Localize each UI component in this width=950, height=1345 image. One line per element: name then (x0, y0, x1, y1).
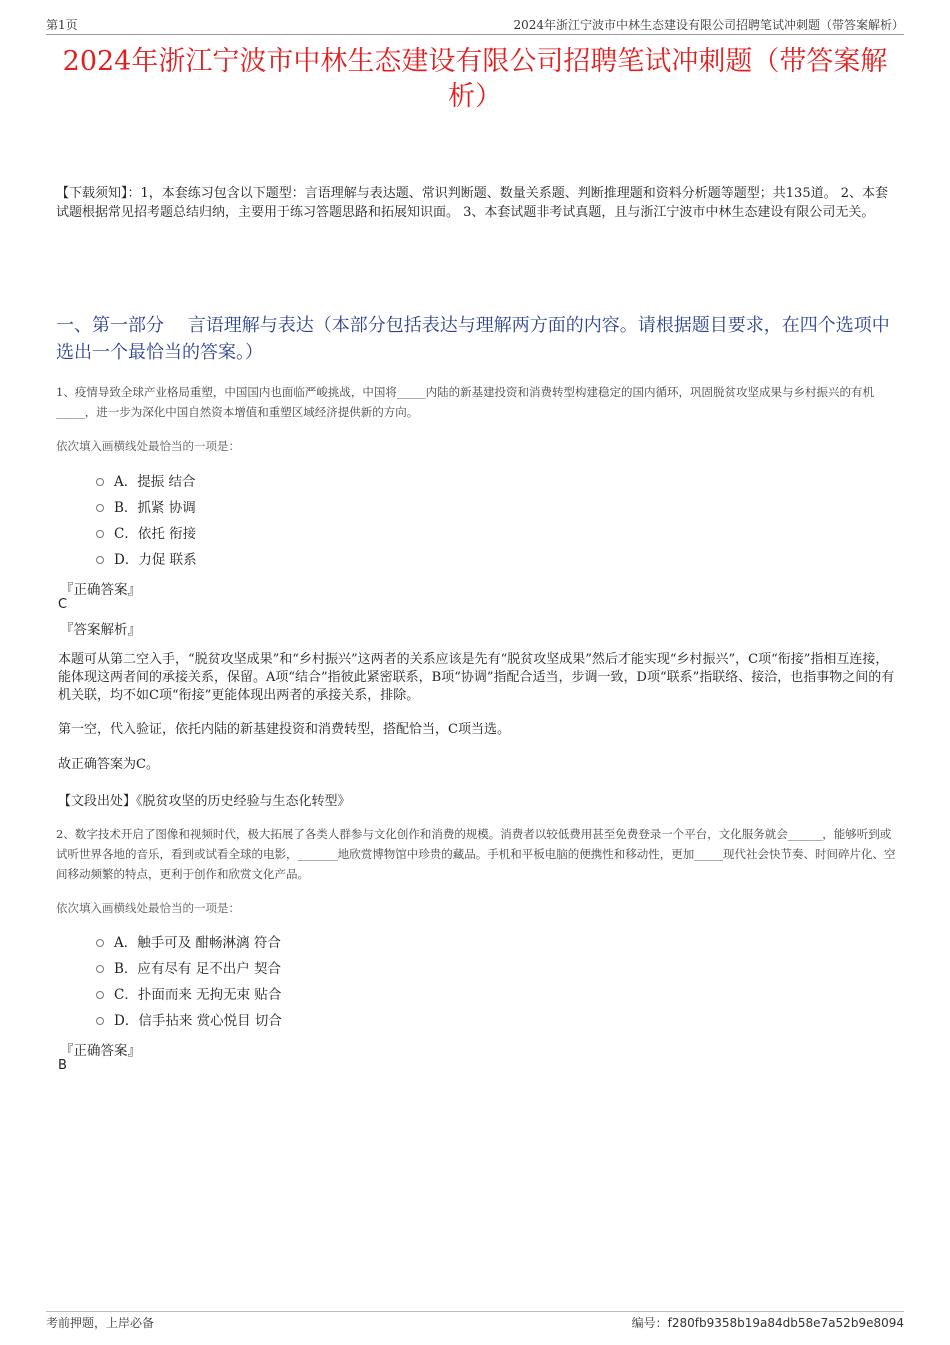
correct-answer-value: B (58, 1058, 67, 1073)
question-2-prompt: 依次填入画横线处最恰当的一项是： (56, 901, 240, 915)
footer-slogan: 考前押题，上岸必备 (46, 1316, 155, 1330)
radio-icon[interactable] (96, 965, 104, 973)
radio-icon[interactable] (96, 939, 104, 947)
page-header (46, 14, 904, 35)
document-title: 2024年浙江宁波市中林生态建设有限公司招聘笔试冲刺题（带答案解析） (62, 46, 888, 112)
correct-answer-value: C (58, 597, 68, 612)
question-2-stem: 2、数字技术开启了图像和视频时代，极大拓展了各类人群参与文化创作和消费的规模。消费者以较低费用甚至免费登录一个平台，文化服务就会______，能够听到或试听世界各地的音乐，看到或试看全球的电影，_______地欣赏博物馆中珍贵的藏品。手机和平板电脑的便携性和移动性，更加_____现代社会快节奏、时间碎片化、空间移动频繁的特点，更利于创作和欣赏文化产品。 (56, 827, 896, 881)
page-footer (46, 1311, 904, 1332)
option-c[interactable] (96, 980, 282, 1006)
question-1-options (96, 467, 197, 571)
option-label: A．提振 结合 (114, 474, 196, 490)
download-notice: 【下载须知】：1，本套练习包含以下题型：言语理解与表达题、常识判断题、数量关系题、判断推理题和资料分析题等题型；共135道。 2、本套试题根据常见招考题总结归纳，主要用于练习答题思路和拓展知识面。 3、本套试题非考试真题，且与浙江宁波市中林生态建设有限公司无关。 (56, 186, 888, 220)
option-b[interactable] (96, 493, 197, 519)
option-d[interactable] (96, 1006, 282, 1032)
option-label: B．抓紧 协调 (114, 500, 196, 516)
header-doc-title: 2024年浙江宁波市中林生态建设有限公司招聘笔试冲刺题（带答案解析） (513, 18, 904, 32)
option-c[interactable] (96, 519, 197, 545)
question-1-stem: 1、疫情导致全球产业格局重塑，中国国内也面临严峻挑战，中国将_____内陆的新基建投资和消费转型构建稳定的国内循环，巩固脱贫攻坚成果与乡村振兴的有机_____，进一步为深化中国自然资本增值和重塑区域经济提供新的方向。 (56, 385, 875, 419)
footer-serial: 编号：f280fb9358b19a84db58e7a52b9e8094 (631, 1316, 904, 1330)
radio-icon[interactable] (96, 556, 104, 564)
option-label: D．力促 联系 (114, 552, 197, 568)
radio-icon[interactable] (96, 504, 104, 512)
option-label: A．触手可及 酣畅淋漓 符合 (114, 935, 281, 951)
analysis-label: 『答案解析』 (60, 622, 141, 638)
option-label: C．扑面而来 无拘无束 贴合 (114, 987, 282, 1003)
analysis-paragraph: 故正确答案为C。 (58, 757, 159, 772)
radio-icon[interactable] (96, 530, 104, 538)
radio-icon[interactable] (96, 1017, 104, 1025)
option-label: D．信手拈来 赏心悦目 切合 (114, 1013, 282, 1029)
question-2-options (96, 928, 282, 1032)
text-source: 【文段出处】《脱贫攻坚的历史经验与生态化转型》 (58, 794, 351, 809)
option-a[interactable] (96, 928, 282, 954)
radio-icon[interactable] (96, 478, 104, 486)
option-b[interactable] (96, 954, 282, 980)
analysis-paragraph: 第一空，代入验证，依托内陆的新基建投资和消费转型，搭配恰当，C项当选。 (58, 722, 510, 737)
radio-icon[interactable] (96, 991, 104, 999)
option-label: B．应有尽有 足不出户 契合 (114, 961, 282, 977)
correct-answer-label: 『正确答案』 (60, 582, 141, 598)
section-heading: 一、第一部分 言语理解与表达（本部分包括表达与理解两方面的内容。请根据题目要求，在四个选项中选出一个最恰当的答案。） (56, 315, 890, 363)
question-1-prompt: 依次填入画横线处最恰当的一项是： (56, 439, 240, 453)
correct-answer-label: 『正确答案』 (60, 1043, 141, 1059)
option-d[interactable] (96, 545, 197, 571)
option-label: C．依托 衔接 (114, 526, 197, 542)
page-number: 第1页 (46, 18, 78, 32)
analysis-paragraph: 本题可从第二空入手，“脱贫攻坚成果”和“乡村振兴”这两者的关系应该是先有“脱贫攻坚成果”然后才能实现“乡村振兴”，C项“衔接”指相互连接，能体现这两者间的承接关系，保留。A项“结合”指彼此紧密联系，B项“协调”指配合适当，步调一致，D项“联系”指联络、接洽，也指事物之间的有机关联，均不如C项“衔接”更能体现出两者的承接关系，排除。 (58, 652, 895, 703)
option-a[interactable] (96, 467, 197, 493)
